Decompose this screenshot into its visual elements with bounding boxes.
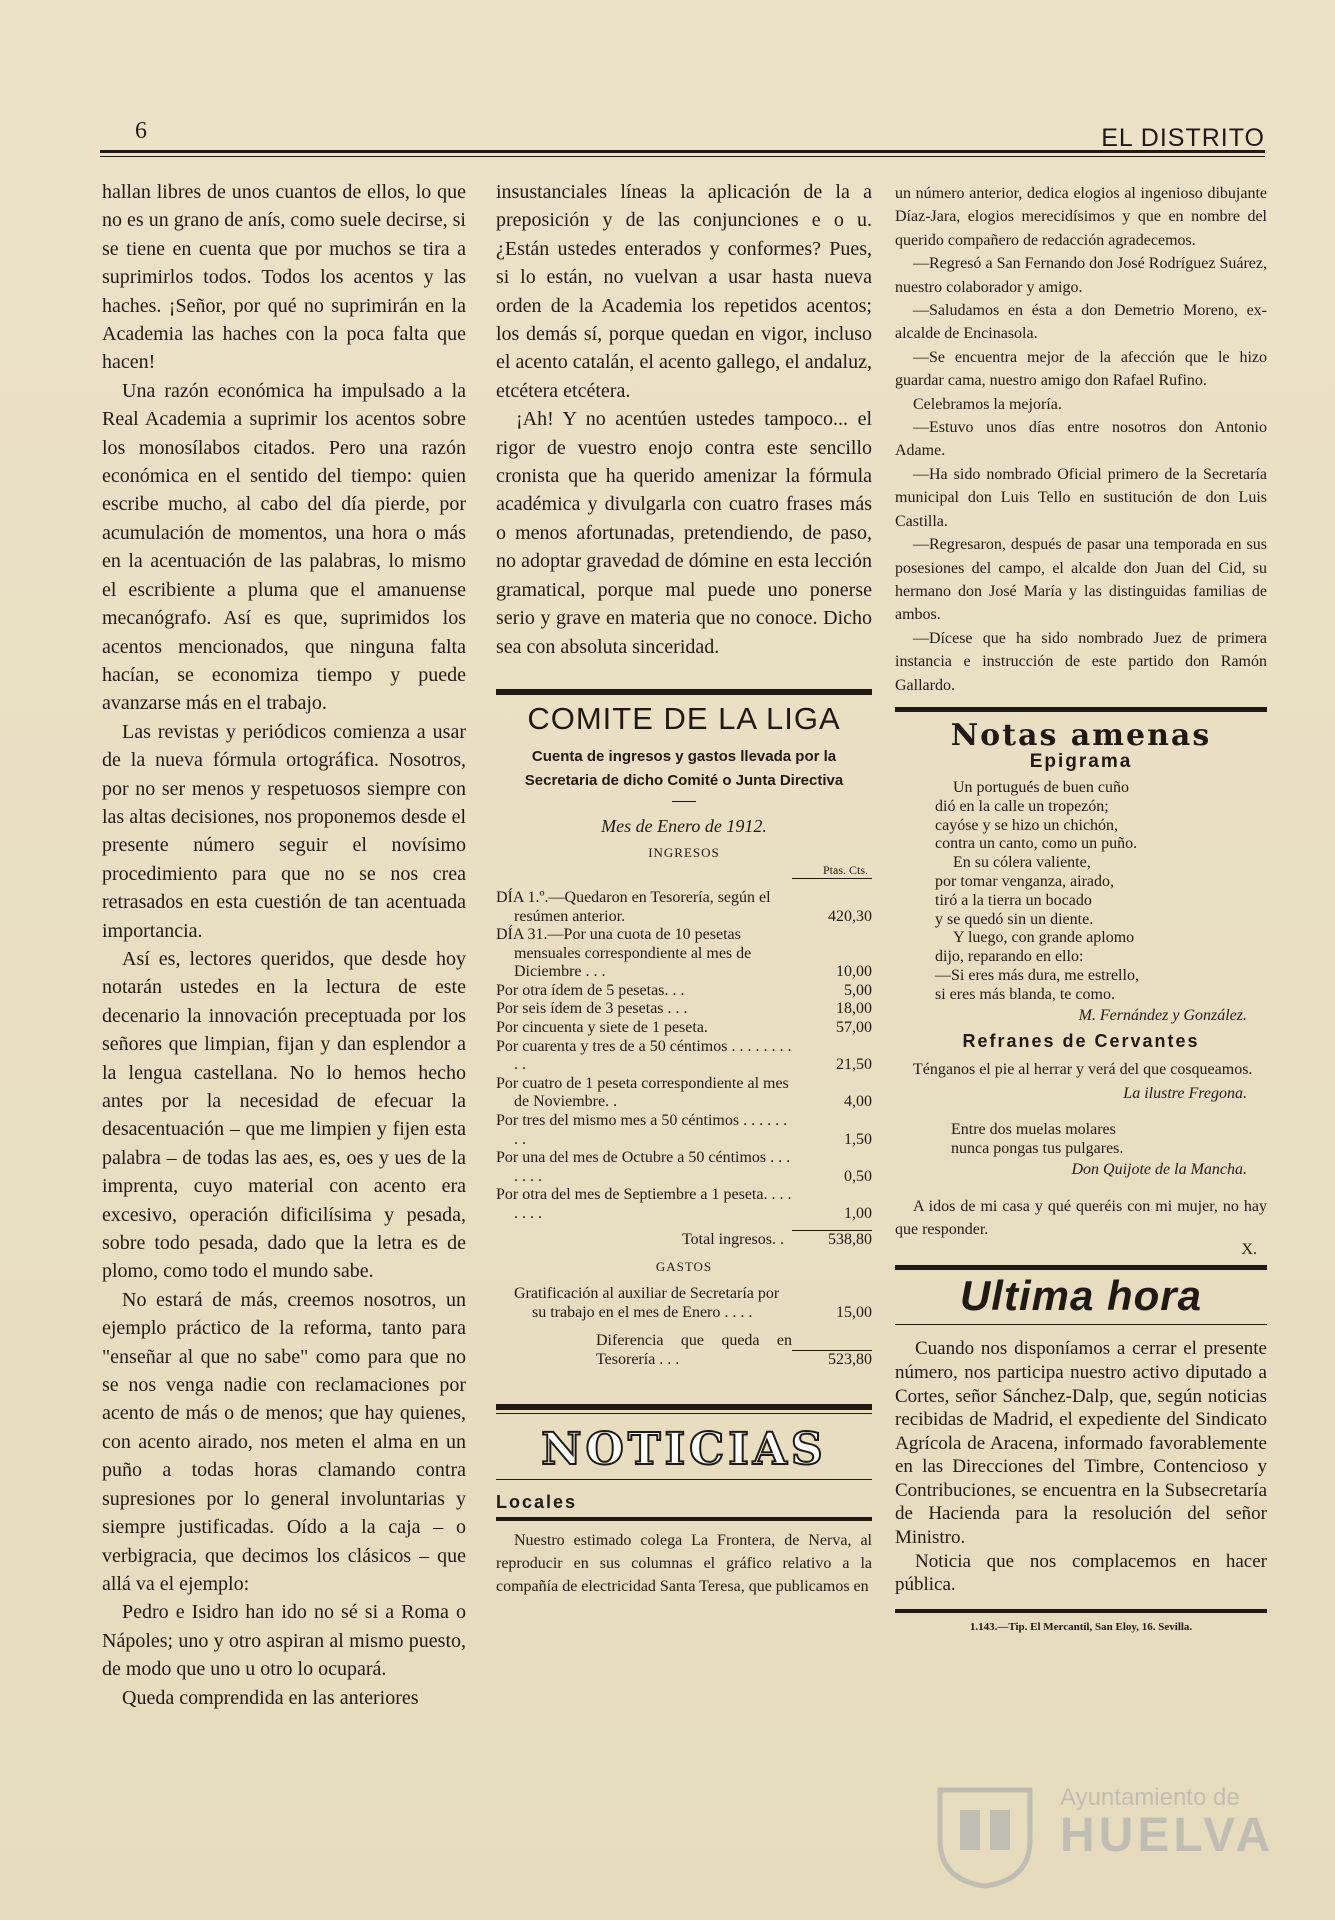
- poem-line: tiró a la tierra un bocado: [935, 891, 1092, 909]
- noticias-title: NOTICIAS: [541, 1423, 827, 1475]
- comite-month: Mes de Enero de 1912.: [601, 815, 767, 836]
- ingreso-desc: Por otra ídem de 5 pesetas. . .: [496, 981, 685, 999]
- news-item: —Regresaron, después de pasar una temporada en sus posesiones del campo, el alcalde don Juan del Cid, su hermano don José María y las distinguidas familias de ambos.: [895, 536, 1267, 624]
- poem-line: si eres más blanda, te como.: [935, 985, 1115, 1003]
- noticias-text: Nuestro estimado colega La Frontera, de Nerva, al reproducir en sus columnas el gráfico relativo a la compañía de electricidad Santa Teresa, que publicamos en: [496, 1531, 872, 1596]
- ingreso-desc: Por cuatro de 1 peseta correspondiente al mes de Noviembre. .: [496, 1074, 789, 1111]
- ingreso-row: [496, 926, 872, 982]
- ingreso-desc: Por tres del mismo mes a 50 céntimos . . . . . . . .: [496, 1112, 788, 1148]
- paragraph: insustanciales líneas la aplicación de la a preposición y de las conjunciones e o u. ¿Están ustedes enterados y conformes? Pues, si lo están, no vuelvan a usar hasta nueva orden de la Academia los repetidos acentos; los demás sí, porque quedan en vigor, incluso el acento catalán, el acento gallego, el andaluz, etcétera etcétera.: [496, 181, 872, 402]
- gastos-label: GASTOS: [655, 1259, 713, 1275]
- poem-line: contra un canto, como un puño.: [935, 835, 1138, 853]
- ingreso-amount: 10,00: [836, 963, 872, 981]
- comite-title: COMITE DE LA LIGA: [527, 700, 841, 736]
- poem-line: En su cólera valiente,: [953, 854, 1091, 872]
- section-rule-thin: [496, 1413, 872, 1414]
- gasto-amount: 15,00: [836, 1303, 872, 1321]
- imprint: 1.143.—Tip. El Mercantil, San Eloy, 16. Sevilla.: [969, 1620, 1193, 1633]
- column-header: Ptas. Cts.: [822, 862, 868, 877]
- refran-2-line: nunca pongas tus pulgares.: [951, 1139, 1124, 1157]
- section-rule: [895, 1265, 1267, 1270]
- refran-2: [895, 1121, 1267, 1159]
- paragraph: ¡Ah! Y no acentúen ustedes tampoco... el rigor de vuestro enojo contra este sencillo cronista que ha querido amenizar la fórmula académica y divulgarla con cuatro frases más o menos afortunadas, pretendiendo, de paso, no adoptar gravedad de dómine en esta lección gramatical, porque mal puede uno ponerse serio y grave en materia que no conoce. Dicho sea con absoluta sinceridad.: [496, 408, 872, 658]
- ingresos-list: [496, 889, 872, 1224]
- paragraph: Pedro e Isidro han ido no sé si a Roma o Nápoles; uno y otro aspiran al mismo puesto, de modo que uno u otro lo ocupará.: [102, 1601, 466, 1681]
- ingreso-row: [496, 1112, 872, 1149]
- poem-line: dió en la calle un tropezón;: [935, 797, 1109, 815]
- ingreso-row: [496, 982, 872, 1001]
- ingreso-desc: DÍA 31.—Por una cuota de 10 pesetas mensuales correspondiente al mes de Diciembre . . .: [496, 926, 752, 981]
- ingreso-row: [496, 889, 872, 926]
- section-rule: [496, 1404, 872, 1410]
- news-list: [895, 182, 1267, 697]
- gasto-desc: Gratificación al auxiliar de Secretaría por su trabajo en el mes de Enero . . . .: [514, 1285, 780, 1321]
- ingreso-desc: Por cincuenta y siete de 1 peseta.: [496, 1019, 708, 1037]
- noticias-section: Locales: [496, 1491, 578, 1512]
- ultima-text: Noticia que nos complacemos en hacer pública.: [895, 1550, 1267, 1596]
- section-rule-thin: [496, 1479, 872, 1480]
- total-amount: 538,80: [792, 1230, 872, 1250]
- ingreso-amount: 0,50: [844, 1167, 872, 1185]
- page-header: [100, 118, 1265, 154]
- comite-subtitle: Cuenta de ingresos y gastos llevada por la Secretaria de dicho Comité o Junta Directiva: [524, 747, 844, 789]
- shield-icon: [930, 1780, 1040, 1890]
- refran-2-source: Don Quijote de la Mancha.: [1071, 1160, 1247, 1178]
- total-label: Total ingresos. .: [682, 1230, 784, 1248]
- refran-3-source: X.: [1241, 1241, 1257, 1259]
- ayuntamiento-watermark: [930, 1780, 1275, 1890]
- news-item: —Se encuentra mejor de la afección que le hizo guardar cama, nuestro amigo don Rafael Rufino.: [895, 348, 1267, 390]
- poem-line: cayóse y se hizo un chichón,: [935, 816, 1119, 834]
- news-item: —Estuvo unos días entre nosotros don Antonio Adame.: [895, 419, 1267, 460]
- ingresos-label: INGRESOS: [648, 844, 720, 860]
- diferencia-label: Diferencia que queda en Tesorería . . .: [596, 1332, 792, 1368]
- ingreso-amount: 1,50: [844, 1130, 872, 1148]
- ingreso-amount: 5,00: [844, 981, 872, 999]
- refran-1-source: La ilustre Fregona.: [1123, 1084, 1247, 1102]
- header-rule-thin: [100, 156, 1265, 157]
- ingreso-desc: Por una del mes de Octubre a 50 céntimos . . . . . . .: [496, 1149, 791, 1185]
- epigrama-title: Epigrama: [1029, 750, 1133, 772]
- ingreso-amount: 4,00: [844, 1093, 872, 1111]
- ingreso-desc: Por otra del mes de Septiembre a 1 peseta. . . . . . . .: [496, 1186, 792, 1222]
- news-item: un número anterior, dedica elogios al ingenioso dibujante Díaz-Jara, elogios merecidísimos y que en nombre del querido compañero de redacción agradecemos.: [895, 185, 1267, 249]
- news-item: —Regresó a San Fernando don José Rodríguez Suárez, nuestro colaborador y amigo.: [895, 255, 1267, 296]
- poem-line: —Si eres más dura, me estrello,: [935, 966, 1139, 984]
- news-item: —Saludamos en ésta a don Demetrio Moreno, ex-alcalde de Encinasola.: [895, 302, 1267, 343]
- diferencia-row: [496, 1332, 872, 1369]
- paragraph: No estará de más, creemos nosotros, un ejemplo práctico de la reforma, tanto para "enseñar al que no sabe" como para que no se nos venga nadie con reclamaciones por acento de más o de menos; que hay quienes, con acento airado, nos meten el alma en un puño a todas horas clamando contra supresiones por lo general involuntarias y siempre justificadas. Oído a la caja – o verbigracia, que decimos los clásicos – que allá va el ejemplo:: [102, 1288, 466, 1595]
- page-number: 6: [135, 118, 147, 144]
- paragraph: Las revistas y periódicos comienza a usar de la nueva fórmula ortográfica. Nosotros, por no ser menos y respetuosos siempre con las altas decisiones, nos proponemos desde el presente número seguir el novísimo procedimiento para que no se nos crea retrasados en esta cuestión de tan acentuada importancia.: [102, 720, 466, 942]
- news-item: —Ha sido nombrado Oficial primero de la Secretaría municipal don Luis Tello en sustitución de don Luis Castilla.: [895, 465, 1267, 530]
- ingreso-amount: 57,00: [836, 1019, 872, 1037]
- ingreso-amount: 18,00: [836, 1000, 872, 1018]
- gasto-row: [496, 1285, 872, 1322]
- diferencia-amount: 523,80: [792, 1350, 872, 1370]
- column-header-rule: [792, 878, 872, 879]
- ingreso-row: [496, 1000, 872, 1019]
- poem-line: Un portugués de buen cuño: [953, 778, 1129, 796]
- ingreso-row: [496, 1075, 872, 1112]
- ingreso-row: [496, 1186, 872, 1223]
- ingreso-amount: 1,00: [844, 1205, 872, 1222]
- header-rule: [100, 150, 1265, 153]
- masthead: EL DISTRITO: [1101, 124, 1265, 152]
- watermark-line-1: Ayuntamiento de: [1060, 1784, 1240, 1811]
- ultima-text: Cuando nos disponíamos a cerrar el presente número, nos participa nuestro activo diputado a Cortes, señor Sánchez-Dalp, que, según noticias recibidas de Madrid, el expediente del Sindicato Agrícola de Aracena, informado favorablemente en las Direcciones del Timbre, Contencioso y Contribuciones, se encuentra en la Subsecretaría de Hacienda para la resolución del señor Ministro.: [895, 1338, 1267, 1549]
- ingreso-row: [496, 1149, 872, 1186]
- ingreso-amount: 420,30: [828, 907, 872, 925]
- ingreso-desc: Por seis ídem de 3 pesetas . . .: [496, 1000, 688, 1018]
- news-item: Celebramos la mejoría.: [913, 395, 1062, 413]
- poem-author: M. Fernández y González.: [1078, 1006, 1247, 1024]
- paragraph: Así es, lectores queridos, que desde hoy notarán ustedes en la lectura de este decenario la innovación preceptuada por los señores que limpian, fijan y dan esplendor a la lengua castellana. No lo hemos hecho antes por la necesidad de efecuar la desacentuación – que me limpien y fijen esta palabra – de todas las aes, es, oes y ues de la imprenta, cuyo material con acento era excesivo, operación dificilísima y pesada, sobre todo pesada, dado que la letra es de plomo, como todo el mundo sabe.: [102, 947, 466, 1283]
- refran-3: A idos de mi casa y qué queréis con mi mujer, no hay que responder.: [895, 1197, 1267, 1238]
- ingreso-desc: DÍA 1.º.—Quedaron en Tesorería, según el resúmen anterior.: [496, 888, 771, 925]
- notas-title: Notas amenas: [950, 717, 1212, 753]
- watermark-line-2: HUELVA: [1060, 1809, 1275, 1862]
- poem-line: por tomar venganza, airado,: [935, 872, 1115, 890]
- refran-2-line: Entre dos muelas molares: [951, 1120, 1116, 1138]
- poem-line: Y luego, con grande aplomo: [953, 929, 1135, 947]
- ingreso-desc: Por cuarenta y tres de a 50 céntimos . . . . . . . . . .: [496, 1037, 792, 1074]
- refran-1: Ténganos el pie al herrar y verá del que cosqueamos.: [913, 1060, 1253, 1078]
- column-3: [895, 182, 1267, 1633]
- ingreso-amount: 21,50: [836, 1056, 872, 1074]
- ingreso-row: [496, 1019, 872, 1038]
- section-rule: [895, 1609, 1267, 1613]
- news-item: —Dícese que ha sido nombrado Juez de primera instancia e instrucción de este partido don Ramón Gallardo.: [895, 629, 1267, 694]
- paragraph: Una razón económica ha impulsado a la Real Academia a suprimir los acentos sobre los monosílabos citados. Pero una razón económica en el sentido del tiempo: quien escribe mucho, al cabo del día pierde, por acumulación de momentos, una hora o más en la acentuación de las palabras, lo mismo el escribiente a pluma que el amanuense mecanógrafo. Así es que, suprimidos los acentos mencionados, que ninguna falta hacían, se economiza tiempo y puede avanzarse más en el trabajo.: [102, 379, 466, 715]
- poem-line: y se quedó sin un diente.: [935, 910, 1094, 928]
- column-2: [496, 178, 872, 1599]
- paragraph: Queda comprendida en las anteriores: [122, 1686, 419, 1709]
- total-row: [496, 1230, 872, 1250]
- poem-line: dijo, reparando en ello:: [935, 948, 1084, 966]
- ingreso-row: [496, 1038, 872, 1075]
- section-rule: [895, 707, 1267, 712]
- epigrama-poem: [895, 779, 1267, 1005]
- section-rule: [496, 1517, 872, 1521]
- section-rule: [496, 689, 872, 695]
- short-rule: [672, 801, 696, 802]
- paragraph: hallan libres de unos cuantos de ellos, lo que no es un grano de anís, como suele decirse, si se tiene en cuenta que por muchos se tira a suprimirlos todos. Todos los acentos y las haches. ¡Señor, por qué no suprimirán en la Academia las haches con la poca falta que hacen!: [102, 181, 466, 374]
- refranes-title: Refranes de Cervantes: [962, 1030, 1200, 1051]
- column-1: [102, 178, 466, 1712]
- ultima-title: Ultima hora: [959, 1272, 1203, 1320]
- section-rule-thin: [895, 1324, 1267, 1325]
